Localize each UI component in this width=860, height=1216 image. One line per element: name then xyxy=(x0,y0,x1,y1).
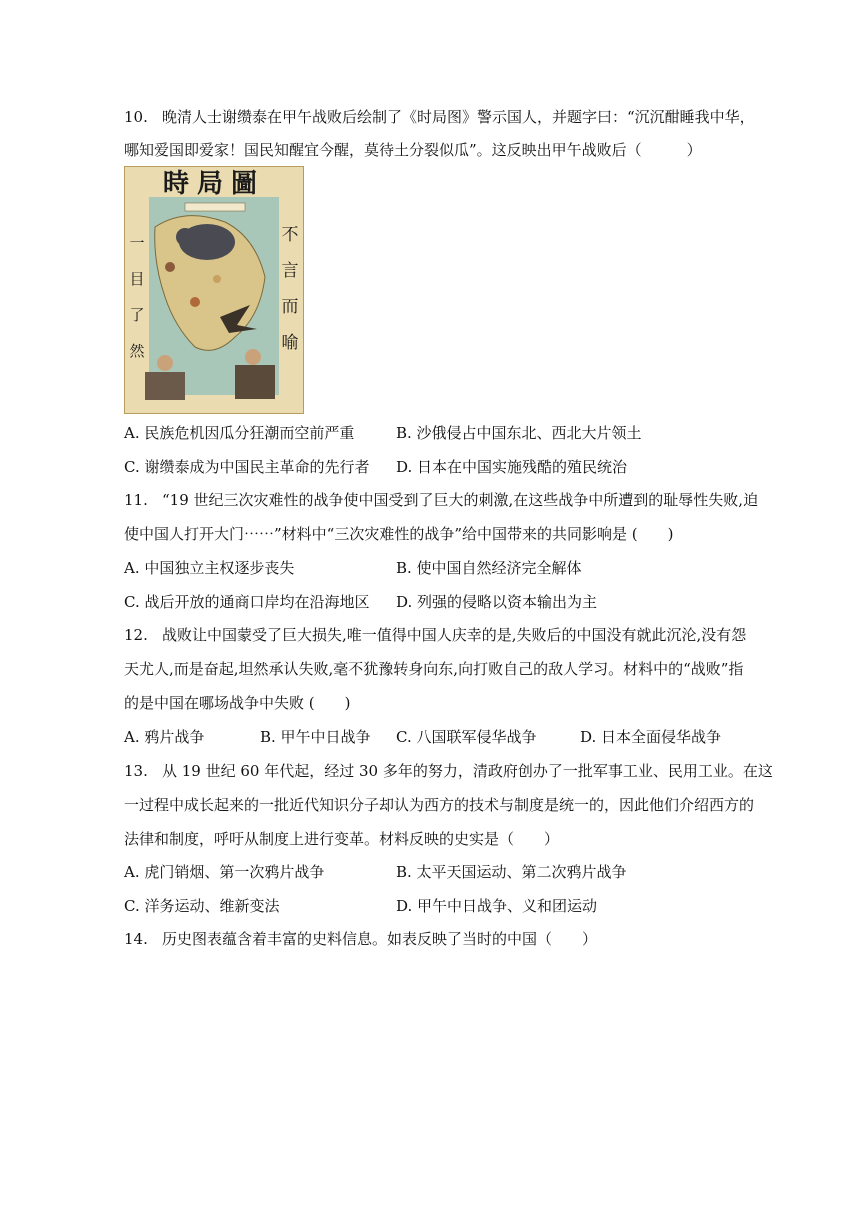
q11-number: 11. xyxy=(124,491,148,509)
q13-line-3: 法律和制度，呼吁从制度上进行变革。材料反映的史实是（ ） xyxy=(124,830,560,848)
q13-option-c[interactable]: C. 洋务运动、维新变法 xyxy=(124,897,280,915)
q10-option-a[interactable]: A. 民族危机因瓜分狂潮而空前严重 xyxy=(124,424,355,442)
q10-line-2: 哪知爱国即爱家！国民知醒宜今醒，莫待土分裂似瓜”。这反映出甲午战败后（ ） xyxy=(124,141,702,159)
q11-option-d[interactable]: D. 列强的侵略以资本输出为主 xyxy=(396,593,598,611)
q13-option-d[interactable]: D. 甲午中日战争、义和团运动 xyxy=(396,897,598,915)
cartoon-illustration xyxy=(125,167,303,413)
q12-option-c[interactable]: C. 八国联军侵华战争 xyxy=(396,728,537,746)
q14-text-1: 历史图表蕴含着丰富的史料信息。如表反映了当时的中国（ ） xyxy=(162,930,598,948)
q10-number: 10. xyxy=(124,108,148,126)
shiju-tu-cartoon xyxy=(124,166,304,414)
q12-line-1 xyxy=(124,625,746,645)
q11-line-2: 使中国人打开大门⋯⋯”材料中“三次灾难性的战争”给中国带来的共同影响是 ( ) xyxy=(124,525,674,543)
q13-line-2: 一过程中成长起来的一批近代知识分子却认为西方的技术与制度是统一的，因此他们介绍西方的 xyxy=(124,796,755,814)
q12-line-2: 天尤人,而是奋起,坦然承认失败,毫不犹豫转身向东,向打败自己的敌人学习。材料中的“战败”指 xyxy=(124,660,744,678)
q12-option-b[interactable]: B. 甲午中日战争 xyxy=(260,728,371,746)
cartoon-title: 時局圖 xyxy=(162,169,265,199)
q11-line-1 xyxy=(124,490,758,510)
q12-text-1: 战败让中国蒙受了巨大损失,唯一值得中国人庆幸的是,失败后的中国没有就此沉沦,没有怨 xyxy=(162,626,747,644)
q11-text-1: “19 世纪三次灾难性的战争使中国受到了巨大的刺激,在这些战争中所遭到的耻辱性失败,迫 xyxy=(162,491,759,509)
q13-line-1 xyxy=(124,761,773,781)
q10-text-1: 晚清人士谢缵泰在甲午战败后绘制了《时局图》警示国人，并题字曰：“沉沉酣睡我中华， xyxy=(162,108,755,126)
q11-option-b[interactable]: B. 使中国自然经济完全解体 xyxy=(396,559,582,577)
q13-option-b[interactable]: B. 太平天国运动、第二次鸦片战争 xyxy=(396,863,627,881)
cartoon-right-caption: 不言而喻 xyxy=(281,225,299,353)
q10-option-d[interactable]: D. 日本在中国实施残酷的殖民统治 xyxy=(396,458,628,476)
q10-option-c[interactable]: C. 谢缵泰成为中国民主革命的先行者 xyxy=(124,458,370,476)
q14-number: 14. xyxy=(124,930,148,948)
q13-text-1: 从 19 世纪 60 年代起，经过 30 多年的努力，清政府创办了一批军事工业、民用工业。在这 xyxy=(162,762,773,780)
q11-option-a[interactable]: A. 中国独立主权逐步丧失 xyxy=(124,559,295,577)
q10-line-1 xyxy=(124,107,755,127)
q12-option-a[interactable]: A. 鸦片战争 xyxy=(124,728,205,746)
q13-option-a[interactable]: A. 虎门销烟、第一次鸦片战争 xyxy=(124,863,325,881)
q12-line-3: 的是中国在哪场战争中失败 ( ) xyxy=(124,694,351,712)
cartoon-left-caption: 一目了然 xyxy=(129,234,145,360)
q11-option-c[interactable]: C. 战后开放的通商口岸均在沿海地区 xyxy=(124,593,370,611)
q12-number: 12. xyxy=(124,626,148,644)
q10-option-b[interactable]: B. 沙俄侵占中国东北、西北大片领土 xyxy=(396,424,642,442)
q12-option-d[interactable]: D. 日本全面侵华战争 xyxy=(580,728,722,746)
q13-number: 13. xyxy=(124,762,148,780)
q14-line-1 xyxy=(124,929,597,949)
